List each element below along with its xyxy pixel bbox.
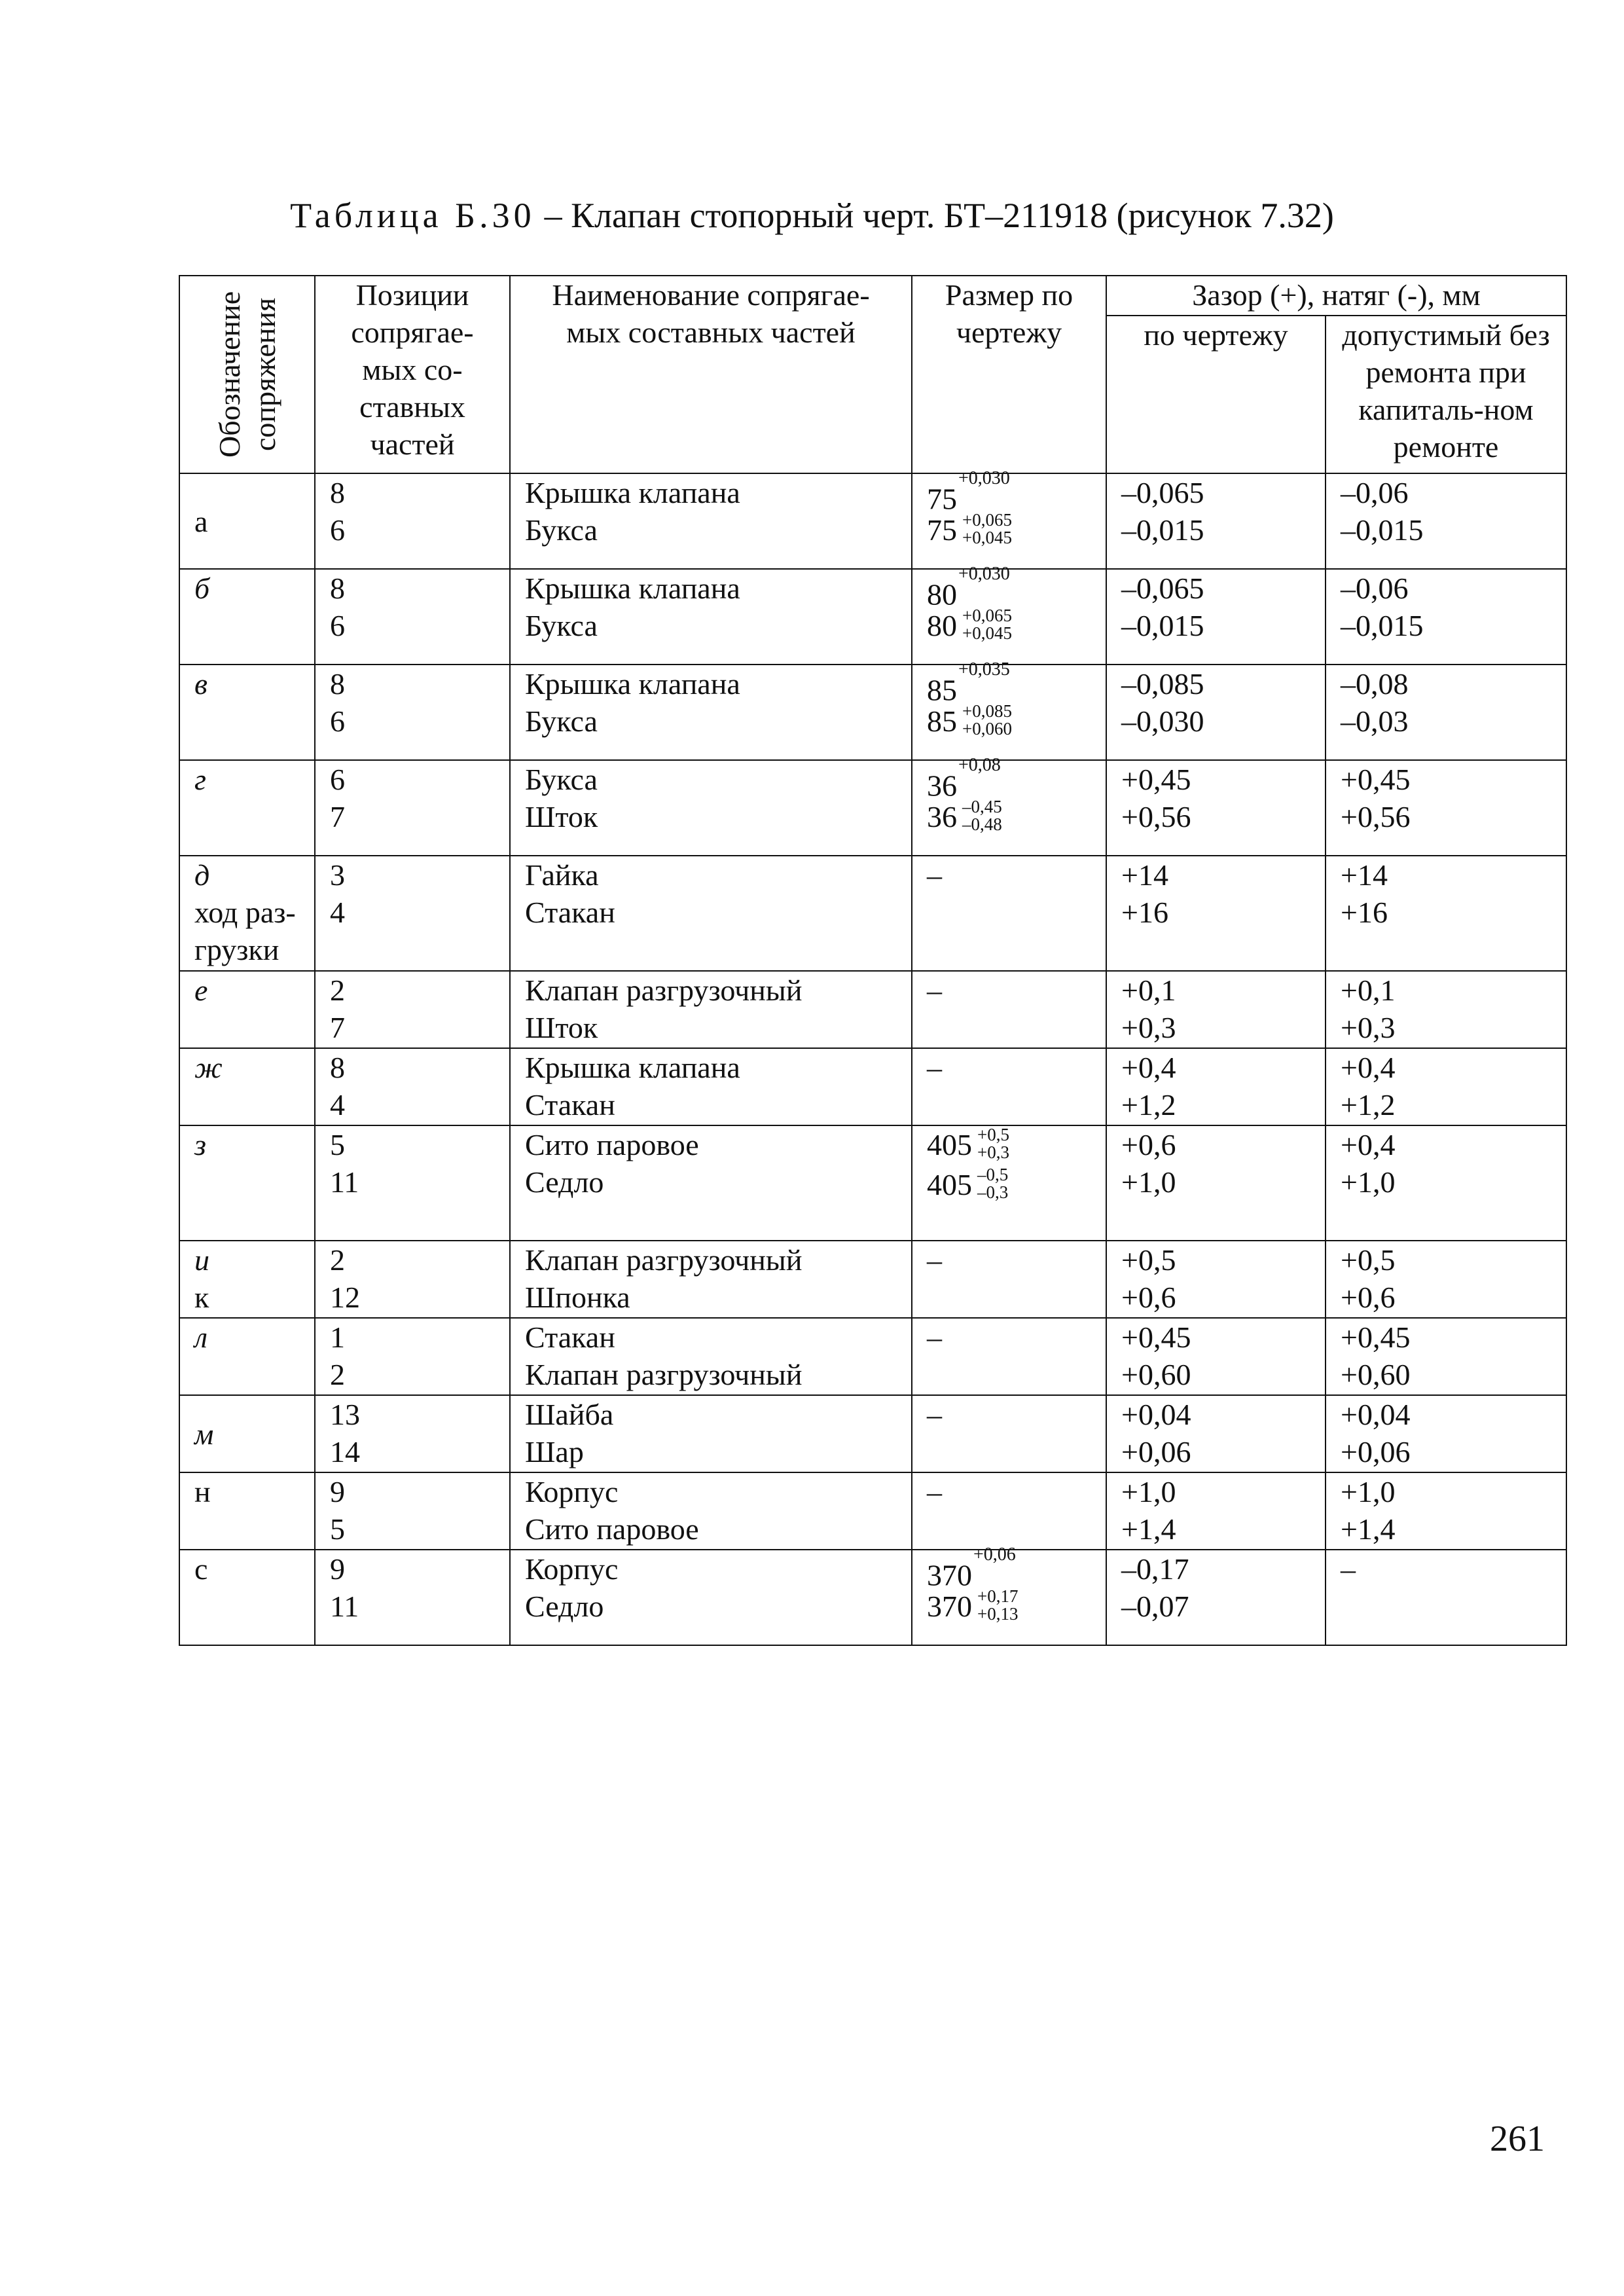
cell-names-line: Корпус (525, 1475, 619, 1508)
cell-gap-drawing (1106, 971, 1326, 1048)
size-value (927, 702, 1091, 740)
size-value (927, 755, 1091, 803)
size-tolerance-up: +0,065 (962, 606, 1012, 626)
cell-positions-line: 8 (330, 476, 345, 509)
size-value (927, 798, 1091, 835)
cell-gap-drawing-line: –0,015 (1121, 513, 1204, 547)
cell-gap-allowed (1326, 665, 1566, 760)
cell-gap-allowed-line: +0,45 (1341, 1321, 1411, 1354)
size-base: 80 (927, 609, 957, 642)
cell-gap-drawing (1106, 1241, 1326, 1318)
size-dash: – (927, 1243, 942, 1277)
cell-positions (315, 473, 510, 569)
cell-code (179, 1550, 315, 1645)
size-base: 405 (927, 1128, 972, 1161)
cell-positions (315, 1048, 510, 1125)
cell-names (510, 665, 912, 760)
table-row (179, 971, 1566, 1048)
cell-positions-line: 2 (330, 1358, 345, 1391)
size-tolerance-up: –0,5 (977, 1165, 1009, 1185)
cell-names-line: Шар (525, 1435, 584, 1468)
cell-positions (315, 1241, 510, 1318)
cell-gap-allowed-line: –0,03 (1341, 704, 1409, 738)
cell-gap-drawing (1106, 856, 1326, 971)
cell-positions (315, 1125, 510, 1241)
cell-gap-drawing (1106, 1472, 1326, 1550)
cell-names-line: Крышка клапана (525, 1051, 740, 1084)
cell-positions-line: 14 (330, 1435, 360, 1468)
cell-gap-allowed (1326, 569, 1566, 665)
table-row (179, 1048, 1566, 1125)
cell-code (179, 569, 315, 665)
cell-gap-allowed-line: –0,08 (1341, 667, 1409, 701)
cell-gap-allowed-line: +0,06 (1341, 1435, 1411, 1468)
cell-names (510, 1318, 912, 1395)
size-tolerance: +0,035 (958, 659, 1010, 680)
size-tolerance-lo: +0,3 (977, 1142, 1009, 1163)
cell-gap-allowed-line: +1,2 (1341, 1088, 1396, 1121)
size-value (927, 468, 1091, 516)
cell-gap-drawing-line: –0,030 (1121, 704, 1204, 738)
cell-gap-drawing (1106, 1318, 1326, 1395)
size-tolerance-up: –0,45 (962, 797, 1002, 817)
table-row (179, 569, 1566, 665)
cell-positions (315, 971, 510, 1048)
table-row (179, 760, 1566, 856)
cell-names-line: Стакан (525, 1088, 615, 1121)
header-code-text: Обозначение сопряжения (212, 291, 281, 458)
cell-gap-drawing-line: +0,3 (1121, 1011, 1176, 1044)
cell-code (179, 1241, 315, 1318)
cell-names (510, 1048, 912, 1125)
cell-gap-drawing (1106, 1048, 1326, 1125)
cell-gap-allowed-line: +0,4 (1341, 1128, 1396, 1161)
cell-positions-line: 8 (330, 572, 345, 605)
cell-names-line: Крышка клапана (525, 476, 740, 509)
cell-gap-allowed-line: +0,6 (1341, 1281, 1396, 1314)
cell-gap-drawing-line: +0,6 (1121, 1128, 1176, 1161)
cell-gap-drawing (1106, 760, 1326, 856)
cell-code (179, 1472, 315, 1550)
cell-names-line: Шток (525, 1011, 598, 1044)
cell-gap-drawing-line: –0,065 (1121, 572, 1204, 605)
size-dash: – (927, 974, 942, 1007)
cell-positions-line: 11 (330, 1590, 359, 1623)
cell-positions-line: 6 (330, 609, 345, 642)
cell-gap-allowed (1326, 1125, 1566, 1241)
cell-gap-allowed-line: +14 (1341, 858, 1388, 892)
cell-gap-allowed-line: –0,015 (1341, 609, 1424, 642)
page-number: 261 (1490, 2119, 1545, 2159)
cell-size (912, 1318, 1106, 1395)
size-base: 85 (927, 673, 957, 707)
cell-code-line: б (194, 572, 210, 605)
size-base: 75 (927, 513, 957, 547)
cell-names (510, 856, 912, 971)
size-tolerance: +0,08 (958, 755, 1001, 775)
cell-code (179, 1125, 315, 1241)
cell-gap-drawing-line: +0,56 (1121, 800, 1191, 833)
header-name: Наименование сопрягае-мых составных частей (510, 276, 912, 473)
caption-lead: Таблица Б.30 (290, 196, 535, 235)
cell-gap-allowed (1326, 760, 1566, 856)
cell-gap-drawing (1106, 1395, 1326, 1472)
cell-names-line: Стакан (525, 896, 615, 929)
size-tolerance-lo: –0,3 (977, 1182, 1009, 1203)
cell-names (510, 1472, 912, 1550)
cell-positions-line: 6 (330, 704, 345, 738)
size-base: 370 (927, 1590, 972, 1623)
cell-gap-allowed-line: +0,5 (1341, 1243, 1396, 1277)
cell-names (510, 1125, 912, 1241)
size-tolerance-lo: –0,48 (962, 814, 1002, 835)
cell-positions-line: 4 (330, 1088, 345, 1121)
cell-positions (315, 569, 510, 665)
size-value (927, 1126, 1091, 1163)
cell-names (510, 473, 912, 569)
cell-names (510, 971, 912, 1048)
cell-code (179, 1048, 315, 1125)
size-dash: – (927, 1475, 942, 1508)
size-value (927, 659, 1091, 707)
cell-size (912, 856, 1106, 971)
table-row (179, 1241, 1566, 1318)
cell-code-line: е (194, 974, 208, 1007)
cell-gap-allowed (1326, 971, 1566, 1048)
cell-positions-line: 8 (330, 1051, 345, 1084)
table-row (179, 1318, 1566, 1395)
cell-gap-drawing-line: +0,5 (1121, 1243, 1176, 1277)
cell-gap-drawing-line: +0,06 (1121, 1435, 1191, 1468)
cell-positions-line: 3 (330, 858, 345, 892)
cell-code-line: ход раз- (194, 896, 296, 929)
size-tolerance-stack (977, 1166, 1008, 1201)
cell-gap-allowed-line: – (1341, 1552, 1356, 1586)
cell-gap-allowed (1326, 1550, 1566, 1645)
cell-names (510, 1550, 912, 1645)
cell-gap-drawing (1106, 1125, 1326, 1241)
cell-code-line: грузки (194, 933, 280, 966)
cell-gap-drawing-line: +1,4 (1121, 1512, 1176, 1546)
header-gap-group: Зазор (+), натяг (-), мм (1106, 276, 1566, 316)
cell-code (179, 473, 315, 569)
table-row (179, 856, 1566, 971)
table-row (179, 1472, 1566, 1550)
cell-names-line: Букса (525, 609, 598, 642)
cell-names-line: Гайка (525, 858, 599, 892)
cell-size (912, 564, 1106, 665)
table-body (179, 468, 1566, 1645)
cell-positions (315, 760, 510, 856)
cell-names-line: Седло (525, 1590, 604, 1623)
cell-gap-drawing-line: +16 (1121, 896, 1168, 929)
cell-names (510, 569, 912, 665)
cell-code-line: с (194, 1552, 208, 1586)
cell-gap-drawing-line: +0,60 (1121, 1358, 1191, 1391)
size-base: 36 (927, 800, 957, 833)
cell-gap-allowed-line: +0,04 (1341, 1398, 1411, 1431)
cell-positions-line: 9 (330, 1475, 345, 1508)
cell-gap-allowed (1326, 856, 1566, 971)
cell-positions-line: 1 (330, 1321, 345, 1354)
cell-gap-drawing-line: –0,07 (1121, 1590, 1189, 1623)
size-tolerance: +0,030 (958, 564, 1010, 584)
size-tolerance-up: +0,17 (977, 1586, 1019, 1607)
cell-positions-line: 6 (330, 763, 345, 796)
size-dash: – (927, 858, 942, 892)
size-tolerance-lo: +0,060 (962, 719, 1012, 739)
size-value (927, 607, 1091, 644)
size-value (927, 1544, 1091, 1592)
cell-positions-line: 8 (330, 667, 345, 701)
cell-size (912, 971, 1106, 1048)
header-positions: Позиции сопрягае-мых со-ставных частей (315, 276, 510, 473)
header-code (179, 276, 315, 473)
size-base: 36 (927, 769, 957, 803)
cell-code (179, 856, 315, 971)
cell-size (912, 1241, 1106, 1318)
fits-table (179, 275, 1567, 1646)
size-value (927, 1166, 1091, 1203)
size-tolerance-lo: +0,045 (962, 528, 1012, 548)
header-size: Размер по чертежу (912, 276, 1106, 473)
size-base: 80 (927, 577, 957, 611)
cell-gap-drawing (1106, 1550, 1326, 1645)
cell-gap-allowed-line: +0,45 (1341, 763, 1411, 796)
cell-gap-allowed-line: –0,06 (1341, 476, 1409, 509)
cell-code-line: и (194, 1243, 209, 1277)
cell-gap-allowed (1326, 1395, 1566, 1472)
cell-gap-drawing-line: +0,45 (1121, 1321, 1191, 1354)
table-row (179, 473, 1566, 569)
cell-positions (315, 1318, 510, 1395)
size-tolerance-stack (962, 607, 1012, 642)
cell-names-line: Клапан разгрузочный (525, 1358, 803, 1391)
cell-gap-allowed-line: –0,06 (1341, 572, 1409, 605)
size-base: 405 (927, 1168, 972, 1201)
size-tolerance-up: +0,5 (977, 1125, 1009, 1145)
cell-size (912, 468, 1106, 569)
cell-names-line: Крышка клапана (525, 572, 740, 605)
cell-names (510, 760, 912, 856)
cell-size (912, 1395, 1106, 1472)
size-dash: – (927, 1321, 942, 1354)
cell-gap-drawing-line: +1,0 (1121, 1475, 1176, 1508)
size-tolerance-lo: +0,13 (977, 1604, 1019, 1624)
cell-names-line: Сито паровое (525, 1512, 699, 1546)
cell-positions (315, 856, 510, 971)
size-value (927, 564, 1091, 611)
cell-names-line: Седло (525, 1165, 604, 1199)
cell-gap-drawing-line: +0,45 (1121, 763, 1191, 796)
cell-names-line: Букса (525, 704, 598, 738)
cell-positions-line: 11 (330, 1165, 359, 1199)
cell-gap-drawing-line: +0,4 (1121, 1051, 1176, 1084)
size-base: 85 (927, 704, 957, 738)
table-caption (0, 195, 1624, 236)
size-tolerance-stack (977, 1588, 1018, 1623)
cell-gap-allowed-line: +1,0 (1341, 1165, 1396, 1199)
cell-gap-drawing-line: –0,17 (1121, 1552, 1189, 1586)
cell-gap-drawing-line: +0,04 (1121, 1398, 1191, 1431)
cell-code-line: м (194, 1417, 214, 1451)
cell-gap-drawing-line: +1,2 (1121, 1088, 1176, 1121)
cell-gap-drawing-line: +0,6 (1121, 1281, 1176, 1314)
table-row (179, 1395, 1566, 1472)
size-dash: – (927, 1051, 942, 1084)
cell-gap-allowed (1326, 1472, 1566, 1550)
cell-positions-line: 2 (330, 974, 345, 1007)
cell-names-line: Шток (525, 800, 598, 833)
cell-code (179, 665, 315, 760)
size-base: 370 (927, 1558, 972, 1592)
cell-positions-line: 4 (330, 896, 345, 929)
cell-size (912, 1472, 1106, 1550)
size-value (927, 511, 1091, 549)
cell-positions-line: 9 (330, 1552, 345, 1586)
cell-code (179, 760, 315, 856)
size-tolerance-up: +0,065 (962, 510, 1012, 530)
cell-gap-drawing-line: –0,015 (1121, 609, 1204, 642)
cell-positions-line: 7 (330, 1011, 345, 1044)
cell-code-line: з (194, 1128, 206, 1161)
caption-title: – Клапан стопорный черт. БТ–211918 (рисунок 7.32) (544, 196, 1334, 235)
cell-positions-line: 6 (330, 513, 345, 547)
cell-names (510, 1241, 912, 1318)
cell-names-line: Клапан разгрузочный (525, 1243, 803, 1277)
cell-gap-allowed (1326, 1048, 1566, 1125)
size-tolerance: +0,030 (958, 468, 1010, 488)
cell-positions-line: 7 (330, 800, 345, 833)
cell-code-line: к (194, 1281, 209, 1314)
cell-code (179, 1318, 315, 1395)
table-row (179, 1125, 1566, 1241)
cell-names-line: Шпонка (525, 1281, 630, 1314)
cell-names-line: Сито паровое (525, 1128, 699, 1161)
cell-names-line: Букса (525, 513, 598, 547)
cell-code-line: ж (194, 1051, 223, 1084)
cell-names (510, 1395, 912, 1472)
cell-code-line: д (194, 858, 210, 892)
cell-gap-drawing-line: –0,085 (1121, 667, 1204, 701)
table-row (179, 1550, 1566, 1645)
cell-gap-drawing-line: +0,1 (1121, 974, 1176, 1007)
cell-size (912, 755, 1106, 856)
cell-names-line: Шайба (525, 1398, 614, 1431)
cell-gap-drawing-line: –0,065 (1121, 476, 1204, 509)
cell-gap-drawing (1106, 569, 1326, 665)
cell-names-line: Корпус (525, 1552, 619, 1586)
cell-gap-allowed (1326, 473, 1566, 569)
cell-gap-drawing (1106, 473, 1326, 569)
cell-names-line: Крышка клапана (525, 667, 740, 701)
cell-size (912, 1048, 1106, 1125)
cell-size (912, 659, 1106, 760)
size-value (927, 1588, 1091, 1625)
cell-gap-drawing-line: +14 (1121, 858, 1168, 892)
header-gap-drawing: по чертежу (1106, 316, 1326, 473)
cell-positions-line: 2 (330, 1243, 345, 1277)
cell-gap-drawing-line: +1,0 (1121, 1165, 1176, 1199)
cell-positions (315, 1550, 510, 1645)
size-tolerance-stack (962, 702, 1012, 738)
cell-positions (315, 1472, 510, 1550)
cell-gap-allowed-line: +1,4 (1341, 1512, 1396, 1546)
table-row (179, 665, 1566, 760)
cell-gap-allowed (1326, 1318, 1566, 1395)
cell-code-line: в (194, 667, 208, 701)
cell-gap-allowed-line: –0,015 (1341, 513, 1424, 547)
cell-code (179, 971, 315, 1048)
cell-positions-line: 13 (330, 1398, 360, 1431)
cell-gap-allowed-line: +0,3 (1341, 1011, 1396, 1044)
cell-code-line: г (194, 763, 206, 796)
cell-names-line: Клапан разгрузочный (525, 974, 803, 1007)
size-tolerance-stack (977, 1126, 1009, 1161)
cell-gap-allowed-line: +1,0 (1341, 1475, 1396, 1508)
size-tolerance-lo: +0,045 (962, 623, 1012, 644)
header-gap-allowed: допустимый без ремонта при капиталь-ном ремонте (1326, 316, 1566, 473)
cell-positions (315, 1395, 510, 1472)
cell-size (912, 1544, 1106, 1645)
cell-gap-allowed-line: +0,60 (1341, 1358, 1411, 1391)
cell-gap-allowed (1326, 1241, 1566, 1318)
cell-gap-drawing (1106, 665, 1326, 760)
size-dash: – (927, 1398, 942, 1431)
cell-gap-allowed-line: +0,1 (1341, 974, 1396, 1007)
cell-gap-allowed-line: +16 (1341, 896, 1388, 929)
cell-positions (315, 665, 510, 760)
cell-size (912, 1125, 1106, 1241)
size-tolerance-up: +0,085 (962, 701, 1012, 721)
cell-names-line: Стакан (525, 1321, 615, 1354)
cell-positions-line: 12 (330, 1281, 360, 1314)
size-tolerance-stack (962, 511, 1012, 547)
cell-code-line: а (194, 504, 208, 538)
size-tolerance-stack (962, 798, 1002, 833)
size-tolerance: +0,06 (973, 1544, 1016, 1565)
cell-gap-allowed-line: +0,56 (1341, 800, 1411, 833)
cell-positions-line: 5 (330, 1128, 345, 1161)
cell-positions-line: 5 (330, 1512, 345, 1546)
cell-names-line: Букса (525, 763, 598, 796)
cell-code-line: л (194, 1321, 208, 1354)
cell-code-line: н (194, 1475, 211, 1508)
cell-code (179, 1395, 315, 1472)
cell-gap-allowed-line: +0,4 (1341, 1051, 1396, 1084)
size-base: 75 (927, 482, 957, 516)
